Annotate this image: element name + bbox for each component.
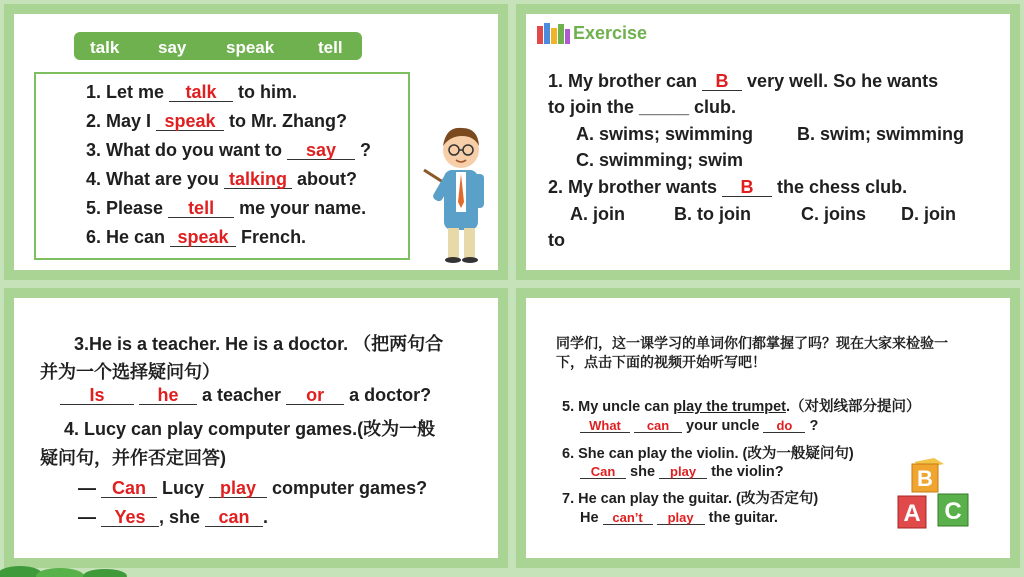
answer: Can [112,478,147,498]
question-text: ? [805,418,819,434]
answer: play [670,464,697,479]
sentence-text: me your name. [234,198,367,218]
sentence-text: to him. [233,82,298,102]
question-1-line-2: to join the _____ club. [548,97,737,117]
answer: Is [89,385,105,405]
sentence-text: 3. What do you want to [86,140,287,160]
answer: B [740,177,754,197]
answer: talk [185,82,217,102]
block-letter: B [917,466,933,491]
question-text: the chess club. [772,177,908,197]
question-text: a doctor? [344,385,432,405]
option: B. to join [674,204,751,224]
question-text: .（对划线部分提问） [786,399,921,415]
answer: say [305,140,337,160]
question-6-answer [580,464,784,480]
question-text: the violin? [707,464,784,480]
word-bank-item: say [158,38,187,57]
question-text: 1. My brother can [548,71,703,91]
sentence-text: about? [292,169,358,189]
block-letter: C [944,498,962,525]
question-text: computer games? [267,478,428,498]
dash: — [78,478,102,498]
question-4-answer-2 [78,507,268,528]
question-6: 6. She can play the violin. (改为一般疑问句) [562,446,854,462]
answer: speak [177,227,229,247]
answer: do [776,418,793,433]
underlined-phrase: play the trumpet [673,399,787,415]
question-3-line-2: 并为一个选择疑问句） [40,362,220,382]
abc-blocks-illustration [894,456,980,532]
question-5-answer [580,418,818,434]
question-text: very well. So he wants [742,71,939,91]
option: A. swims; swimming [576,124,754,144]
sentence-5 [86,198,366,219]
question-text: a teacher [197,385,287,405]
question-text: He [580,510,603,526]
question-text: 5. My uncle can [562,399,674,415]
sentence-text: 2. May I [86,111,157,131]
question-2 [548,177,907,198]
sentence-text: 4. What are you [86,169,225,189]
answer: What [589,418,621,433]
teacher-illustration [416,112,508,264]
exercise-heading: Exercise [573,23,648,43]
leaf-decoration [0,562,140,577]
answer: he [157,385,179,405]
answer: can [218,507,250,527]
sentence-text: French. [236,227,307,247]
sentence-6 [86,227,306,248]
answer: play [220,478,257,498]
question-4-line-1: 4. Lucy can play computer games.(改为一般 [64,419,436,439]
sentence-text: 1. Let me [86,82,170,102]
sentence-text: 6. He can [86,227,171,247]
answer: Yes [114,507,146,527]
answer: can [646,418,670,433]
question-text: the guitar. [704,510,778,526]
question-text: . [263,507,269,527]
answer: can’t [612,510,643,525]
answer: speak [164,111,216,131]
sentence-text: to Mr. Zhang? [224,111,348,131]
option: D. join [901,204,956,224]
question-7: 7. He can play the guitar. (改为否定句) [562,491,819,507]
word-bank-item: speak [226,38,275,57]
option: A. join [570,204,625,224]
word-bank-item: tell [318,38,343,57]
question-3-line-1: 3.He is a teacher. He is a doctor. （把两句合 [74,334,444,354]
word-bank [74,32,362,60]
answer: Can [590,464,616,479]
question-text: 2. My brother wants [548,177,723,197]
question-5 [562,395,921,416]
dash: — [78,507,102,527]
answer: talking [229,169,288,189]
answer: tell [188,198,215,218]
sentence-2 [86,111,347,132]
answer: B [715,71,729,91]
question-text: she [626,464,660,480]
intro-line-1: 同学们，这一课学习的单词你们都掌握了吗？现在大家来检验一 [556,335,948,351]
question-4-line-2: 疑问句，并作否定回答) [40,448,226,468]
block-letter: A [903,500,921,527]
question-2-tail: to [548,230,565,250]
sentence-4 [86,169,357,190]
option: C. joins [801,204,867,224]
question-7-answer [580,510,778,526]
sentence-text: ? [355,140,371,160]
sentence-3 [86,140,371,161]
question-3-answer [60,385,431,406]
question-1-line-1 [548,71,938,92]
answer: play [667,510,694,525]
question-text: , she [159,507,206,527]
answer: or [306,385,325,405]
books-icon [535,20,571,46]
question-text: your uncle [682,418,764,434]
word-bank-item: talk [90,38,120,57]
sentence-1 [86,82,297,103]
question-4-answer-1 [78,478,427,499]
sentence-text: 5. Please [86,198,169,218]
option: B. swim; swimming [797,124,965,144]
option: C. swimming; swim [576,150,744,170]
question-text: Lucy [157,478,210,498]
intro-line-2: 下，点击下面的视频开始听写吧！ [556,354,766,370]
